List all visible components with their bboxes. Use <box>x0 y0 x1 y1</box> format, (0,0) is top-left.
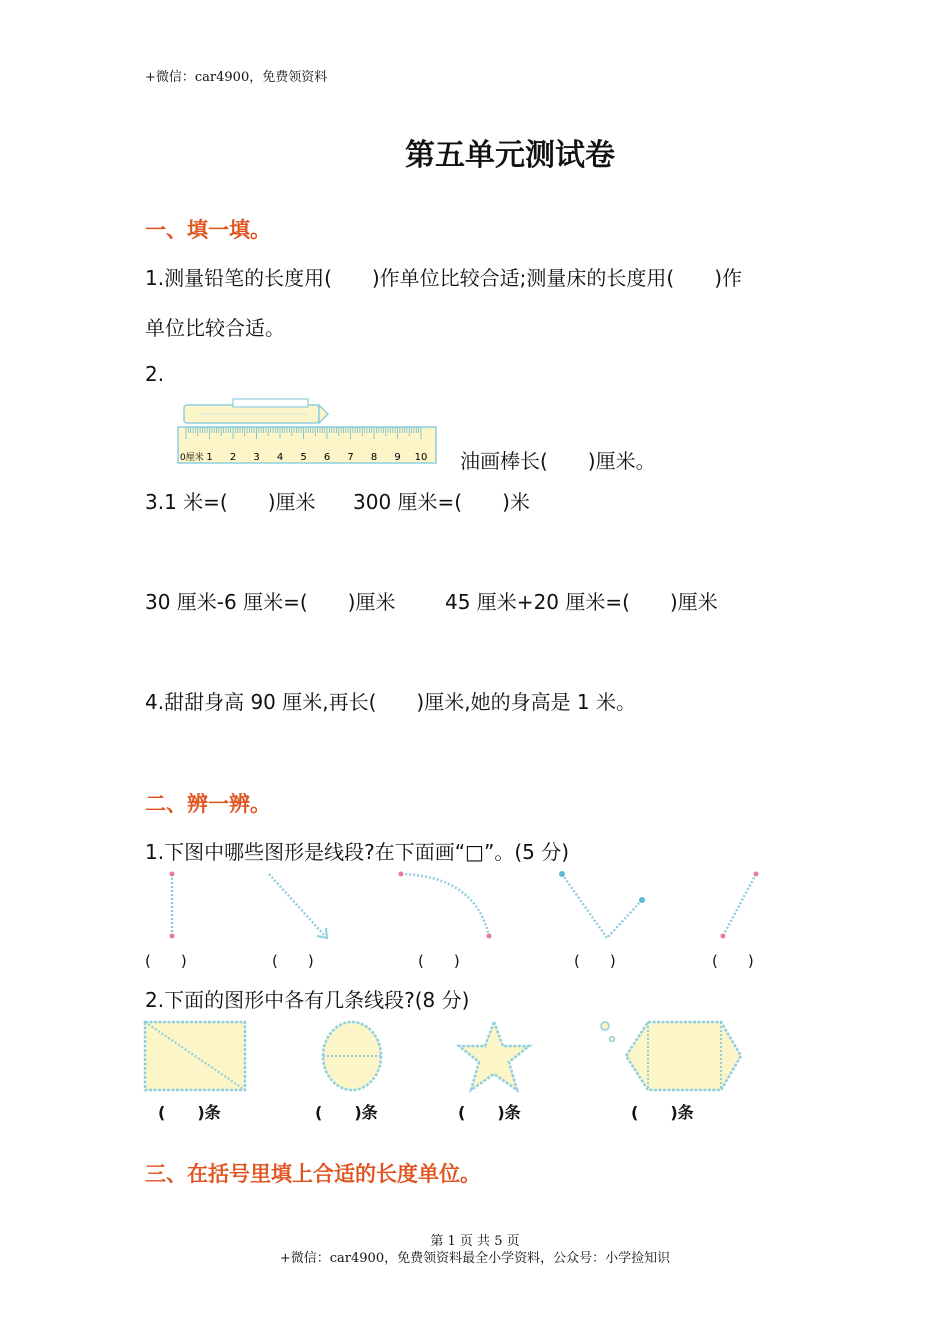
section1-heading: 一、填一填。 <box>145 218 271 242</box>
figure-diagonal-ray <box>269 874 327 938</box>
s1-q1-line2: 单位比较合适。 <box>145 316 285 340</box>
ruler-number: 5 <box>300 452 307 463</box>
s2-q2: 2.下面的图形中各有几条线段?(8 分) <box>145 988 470 1012</box>
header-note: +微信：car4900，免费领资料 <box>145 70 328 85</box>
s2-q1-paren-4[interactable]: ( ) <box>574 952 616 970</box>
ruler-number: 10 <box>414 452 428 463</box>
line-figures <box>145 866 945 946</box>
s2-q1-paren-2[interactable]: ( ) <box>272 952 314 970</box>
section3-heading: 三、在括号里填上合适的长度单位。 <box>145 1162 481 1186</box>
figure-curve <box>399 872 492 939</box>
s1-q3-c: 30 厘米-6 厘米=( )厘米 <box>145 590 396 614</box>
s1-q3-d: 45 厘米+20 厘米=( )厘米 <box>445 590 718 614</box>
page-title: 第五单元测试卷 <box>405 138 615 173</box>
ruler-number: 6 <box>323 452 331 463</box>
s2-q1-paren-3[interactable]: ( ) <box>418 952 460 970</box>
footer-page-number: 第 1 页 共 5 页 <box>430 1234 520 1249</box>
ruler-number: 2 <box>229 452 237 463</box>
ruler-crayon-figure <box>178 397 440 467</box>
ruler-number: 7 <box>347 452 354 463</box>
ruler-number: 8 <box>370 452 378 463</box>
s1-q3-b: 300 厘米=( )米 <box>353 490 530 514</box>
s1-q2-text: 油画棒长( )厘米。 <box>460 449 656 473</box>
section2-heading: 二、辨一辨。 <box>145 792 271 816</box>
star <box>459 1022 529 1090</box>
ruler <box>178 427 436 463</box>
ruler-number: 4 <box>276 452 284 463</box>
s2-q1: 1.下图中哪些图形是线段?在下面画“□”。(5 分) <box>145 840 570 864</box>
s2-q1-paren-5[interactable]: ( ) <box>712 952 754 970</box>
footer-note: +微信：car4900，免费领资料最全小学资料，公众号：小学捡知识 <box>279 1251 671 1266</box>
s1-q3-a: 3.1 米=( )厘米 <box>145 490 316 514</box>
shape-figures <box>143 1018 763 1098</box>
s1-q4: 4.甜甜身高 90 厘米,再长( )厘米,她的身高是 1 米。 <box>145 690 637 714</box>
s2-q1-paren-1[interactable]: ( ) <box>145 952 187 970</box>
ruler-number: 9 <box>394 452 401 463</box>
ruler-zero-label: 0厘米 <box>180 453 204 463</box>
rectangle-with-diagonal <box>145 1022 245 1090</box>
figure-angle <box>559 871 645 938</box>
crayon <box>184 399 328 423</box>
ruler-number: 1 <box>206 452 213 463</box>
figure-vertical-segment <box>170 872 175 939</box>
circle-with-diameter <box>323 1022 381 1090</box>
s2-q2-paren-2[interactable]: ( )条 <box>315 1103 378 1122</box>
s2-q2-paren-1[interactable]: ( )条 <box>158 1103 221 1122</box>
s1-q1-line1: 1.测量铅笔的长度用( )作单位比较合适;测量床的长度用( )作 <box>145 266 743 290</box>
ruler-number: 3 <box>253 452 260 463</box>
s2-q2-paren-4[interactable]: ( )条 <box>631 1103 694 1122</box>
fish-hexagon <box>601 1022 741 1090</box>
figure-slanted-segment <box>721 872 759 939</box>
s2-q2-paren-3[interactable]: ( )条 <box>458 1103 521 1122</box>
s1-q2-label: 2. <box>145 362 165 386</box>
